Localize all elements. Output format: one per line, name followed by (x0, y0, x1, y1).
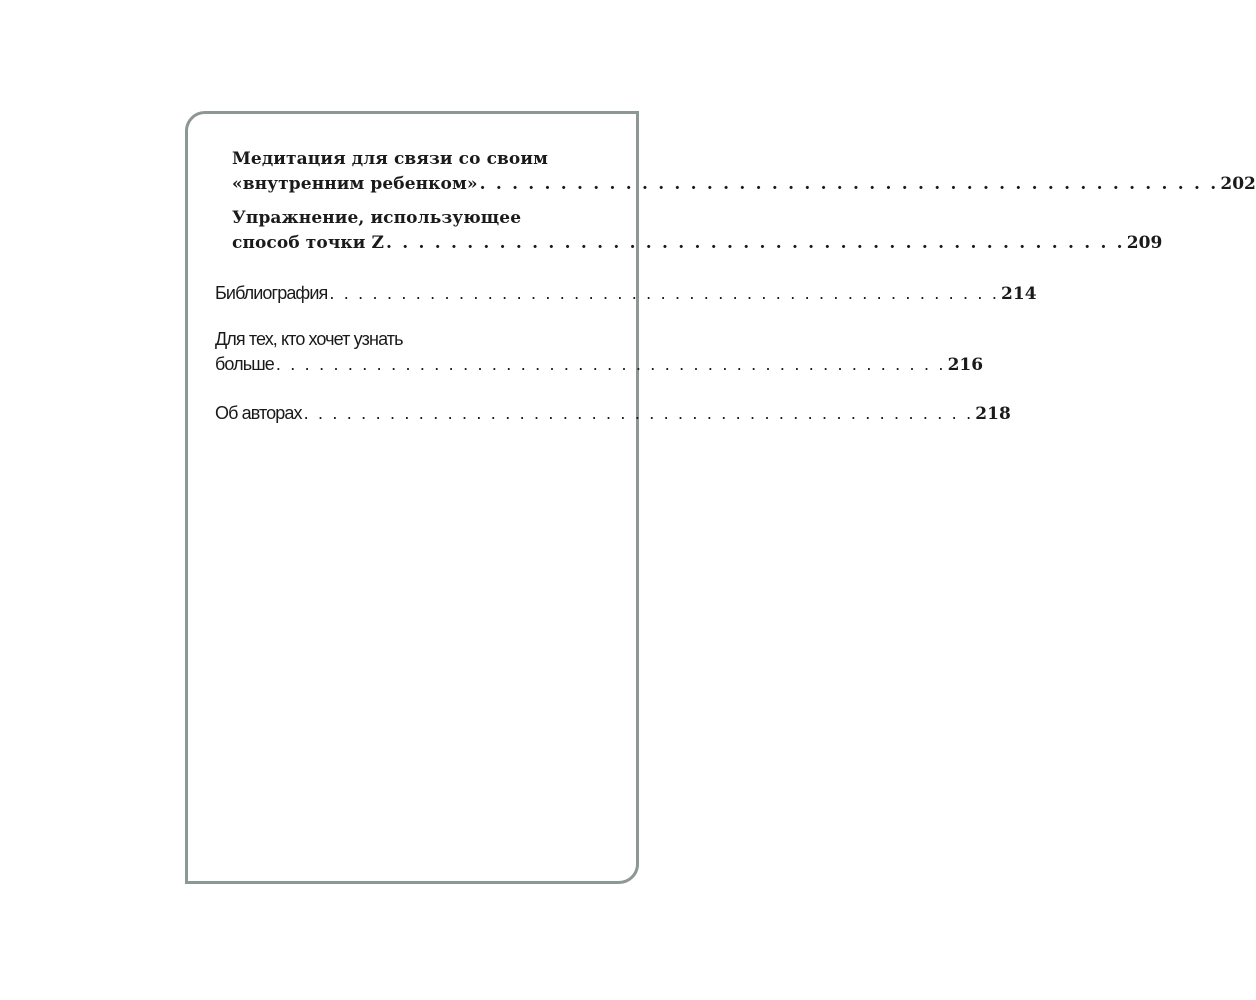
toc-entry-more[interactable] (215, 352, 984, 377)
toc-entry-more-line1: Для тех, кто хочет узнать (215, 329, 403, 349)
toc-entry-authors-label: Об авторах (215, 403, 302, 423)
toc-entry-exercise-line1: Упражнение, использующее (232, 208, 522, 228)
leader-dots: . . . . . . . . . . . . . . . . . . . . . . . . . . . . . . . . . . . . . . . . . . . . . . . (275, 354, 946, 374)
leader-dots: . . . . . . . . . . . . . . . . . . . . . . . . . . . . . . . . . . . . . . . . . . . . . . (386, 233, 1125, 253)
toc-entry-bibliography-label: Библиография (215, 283, 328, 303)
page-number: 218 (975, 404, 1011, 424)
toc-entry-meditation-line1: Медитация для связи со своим (232, 149, 548, 169)
toc-entry-exercise[interactable] (232, 231, 1163, 255)
leader-dots: . . . . . . . . . . . . . . . . . . . . . . . . . . . . . . . . . . . . . . . . . . . . . . . (329, 283, 1000, 303)
toc-entry-more-line2: больше (215, 354, 274, 374)
page-number: 214 (1001, 284, 1037, 304)
toc-entry-authors[interactable] (215, 401, 1011, 426)
page-number: 216 (947, 355, 984, 375)
leader-dots: . . . . . . . . . . . . . . . . . . . . . . . . . . . . . . . . . . . . . . . . . . . . . . (479, 174, 1219, 194)
toc-entry-exercise-line2: способ точки Z (232, 233, 385, 253)
toc-entry-meditation[interactable] (232, 172, 1256, 196)
page-number: 209 (1126, 233, 1163, 253)
toc-entry-meditation-line2: «внутренним ребенком» (232, 174, 478, 194)
leader-dots: . . . . . . . . . . . . . . . . . . . . . . . . . . . . . . . . . . . . . . . . . . . . . . . (303, 403, 974, 423)
toc-entry-bibliography[interactable] (215, 281, 1037, 306)
page-number: 202 (1220, 174, 1256, 194)
